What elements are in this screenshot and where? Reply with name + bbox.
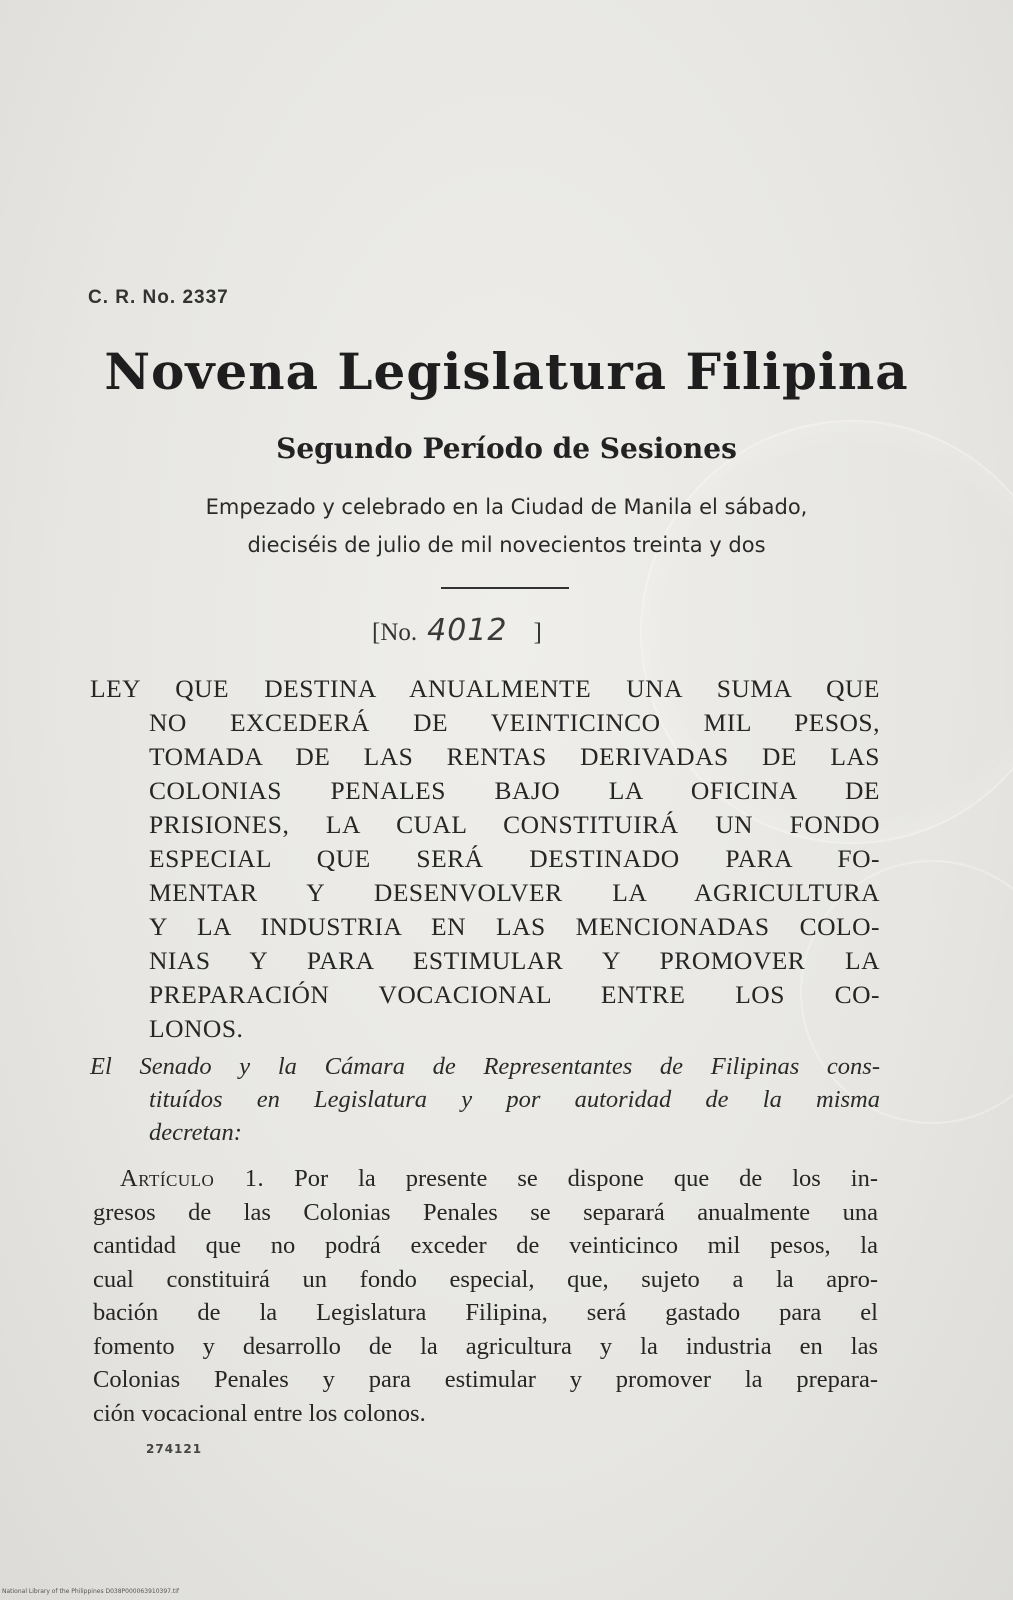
article-line: ción vocacional entre los colonos.: [93, 1399, 426, 1427]
law-title: [90, 672, 880, 1046]
law-title-line: NO EXCEDERÁ DE VEINTICINCO MIL PESOS,: [149, 708, 880, 737]
law-title-line: LONOS.: [149, 1014, 244, 1043]
print-code: 274121: [146, 1442, 203, 1456]
article-line-text: Por la presente se dispone que de los in-: [294, 1165, 878, 1192]
law-title-line: MENTAR Y DESENVOLVER LA AGRICULTURA: [149, 878, 880, 907]
intro-line: dieciséis de julio de mil novecientos treinta y dos: [247, 533, 766, 557]
session-subtitle: Segundo Período de Sesiones: [276, 432, 737, 465]
article-line: bación de la Legislatura Filipina, será gastado para el: [93, 1299, 878, 1326]
bill-number-handwritten: 4012: [427, 613, 508, 648]
bill-number-suffix: ]: [533, 619, 542, 646]
enacting-clause: [90, 1050, 880, 1149]
article-line: [93, 1162, 878, 1196]
article-line: cual constituirá un fondo especial, que, sujeto a la apro-: [93, 1265, 878, 1293]
bill-number: [372, 613, 542, 648]
session-intro: [0, 488, 1013, 564]
article-1: [93, 1162, 878, 1430]
law-title-line: NIAS Y PARA ESTIMULAR Y PROMOVER LA: [149, 946, 880, 975]
enacting-clause-line: El Senado y la Cámara de Representantes de Filipinas cons-: [90, 1053, 880, 1080]
law-title-line: PREPARACIÓN VOCACIONAL ENTRE LOS CO-: [149, 980, 880, 1009]
article-line: Colonias Penales y para estimular y promover la prepara-: [93, 1366, 878, 1393]
divider-rule: [441, 587, 569, 589]
bill-number-prefix: [No.: [372, 619, 418, 646]
footer-credit: National Library of the Philippines D038P000063910397.tif: [2, 1588, 180, 1595]
enacting-clause-line: tituídos en Legislatura y por autoridad de la misma: [149, 1086, 880, 1113]
article-line: cantidad que no podrá exceder de veinticinco mil pesos, la: [93, 1232, 878, 1259]
law-title-line: Y LA INDUSTRIA EN LAS MENCIONADAS COLO-: [149, 912, 880, 941]
legislature-title: Novena Legislatura Filipina: [104, 342, 909, 401]
law-title-line: TOMADA DE LAS RENTAS DERIVADAS DE LAS: [149, 742, 880, 771]
cr-number: C. R. No. 2337: [88, 287, 229, 308]
article-line: gresos de las Colonias Penales se separará anualmente una: [93, 1198, 878, 1226]
enacting-clause-line: decretan:: [149, 1119, 242, 1146]
law-title-line: LEY QUE DESTINA ANUALMENTE UNA SUMA QUE: [90, 674, 880, 703]
law-title-line: COLONIAS PENALES BAJO LA OFICINA DE: [149, 776, 880, 805]
article-line: fomento y desarrollo de la agricultura y la industria en las: [93, 1332, 878, 1360]
intro-line: Empezado y celebrado en la Ciudad de Manila el sábado,: [205, 495, 808, 519]
law-title-line: PRISIONES, LA CUAL CONSTITUIRÁ UN FONDO: [149, 810, 880, 839]
law-title-line: ESPECIAL QUE SERÁ DESTINADO PARA FO-: [149, 844, 880, 873]
article-label: Artículo 1.: [120, 1165, 265, 1192]
